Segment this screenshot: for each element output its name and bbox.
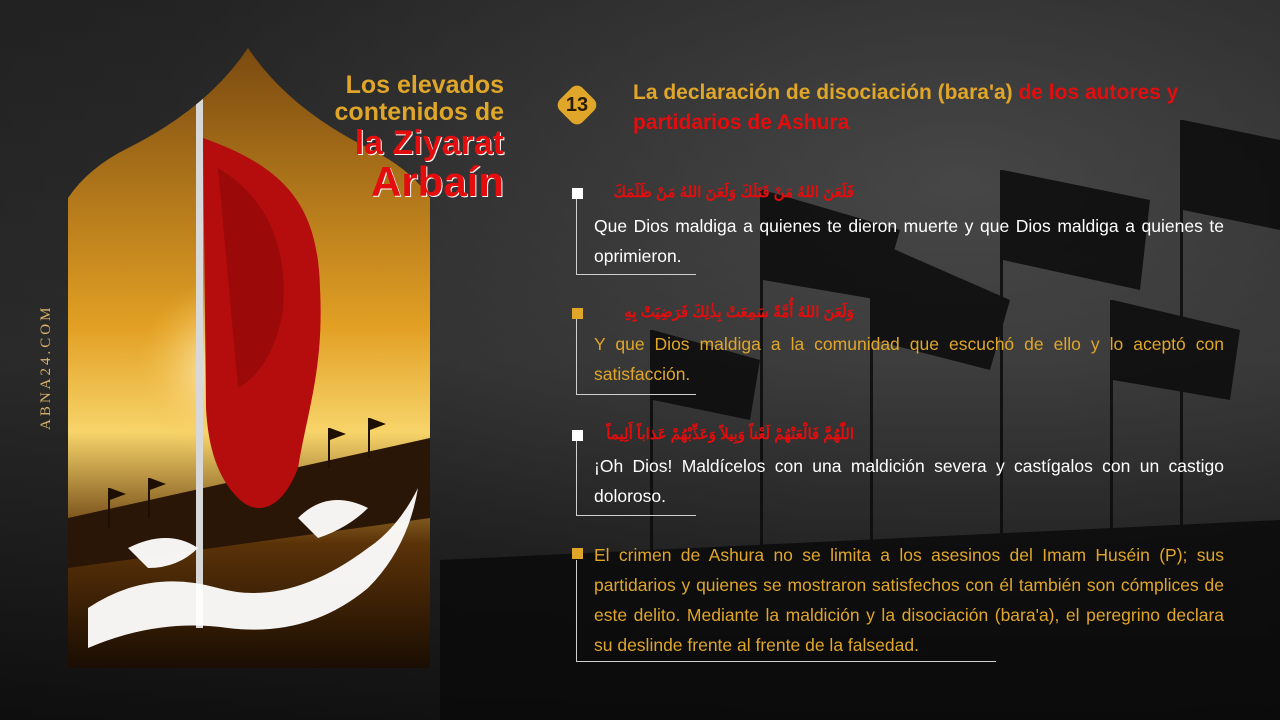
arabic-quote: وَلَعَنَ اللهُ أُمَّةً سَمِعَتْ بِذٰلِكَ فَرَضِيَتْ بِهِ xyxy=(624,304,854,321)
bullet-square-icon xyxy=(572,308,583,319)
arabic-quote: فَلَعَنَ اللهُ مَنْ قَتَلَكَ وَلَعَنَ اللهُ مَنْ ظَلَمَكَ xyxy=(613,184,854,201)
divider-line xyxy=(576,274,696,275)
list-item xyxy=(572,540,1232,664)
title-line-1: Los elevados xyxy=(345,71,504,99)
explanation-text: El crimen de Ashura no se limita a los asesinos del Imam Huséin (P); sus partidarios y quienes se mostraron satisfechos con él también son cómplices de este delito. Mediante la maldición y la disociación (bara'a), el peregrino declara su deslinde frente al frente de la falsedad. xyxy=(594,545,1224,655)
list-item xyxy=(572,183,1232,278)
bullet-square-icon xyxy=(572,548,583,559)
badge-number: 13 xyxy=(565,94,589,116)
translation-text: Y que Dios maldiga a la comunidad que escuchó de ello y lo aceptó con satisfacción. xyxy=(594,334,1224,384)
list-item xyxy=(572,425,1232,517)
site-watermark: ABNA24.COM xyxy=(38,304,54,430)
translation-text: ¡Oh Dios! Maldícelos con una maldición severa y castígalos con un castigo doloroso. xyxy=(594,456,1224,506)
divider-line xyxy=(576,441,577,515)
heading-part-1: La declaración de disociación (bara'a) xyxy=(633,81,1019,104)
arabic-quote: اللّٰهُمَّ فَالْعَنْهُمْ لَعْناً وَبِيلاً وَعَذِّبْهُمْ عَذاباً أَلِيماً xyxy=(606,426,854,443)
number-badge xyxy=(552,80,602,130)
bullet-square-icon xyxy=(572,430,583,441)
bullet-square-icon xyxy=(572,188,583,199)
section-heading xyxy=(633,78,1233,138)
title-line-2: contenidos de xyxy=(334,98,504,126)
title-line-4: Arbaín xyxy=(370,158,504,205)
divider-line xyxy=(576,661,996,662)
divider-line xyxy=(576,515,696,516)
title-line-3: la Ziyarat xyxy=(354,124,504,162)
divider-line xyxy=(576,319,577,394)
heading-part-2: de los autores y partidarios de Ashura xyxy=(633,81,1179,134)
translation-text: Que Dios maldiga a quienes te dieron muerte y que Dios maldiga a quienes te oprimieron. xyxy=(594,216,1224,266)
list-item xyxy=(572,303,1232,398)
divider-line xyxy=(576,394,696,395)
divider-line xyxy=(576,199,577,274)
poster-title xyxy=(312,72,504,204)
divider-line xyxy=(576,560,577,661)
